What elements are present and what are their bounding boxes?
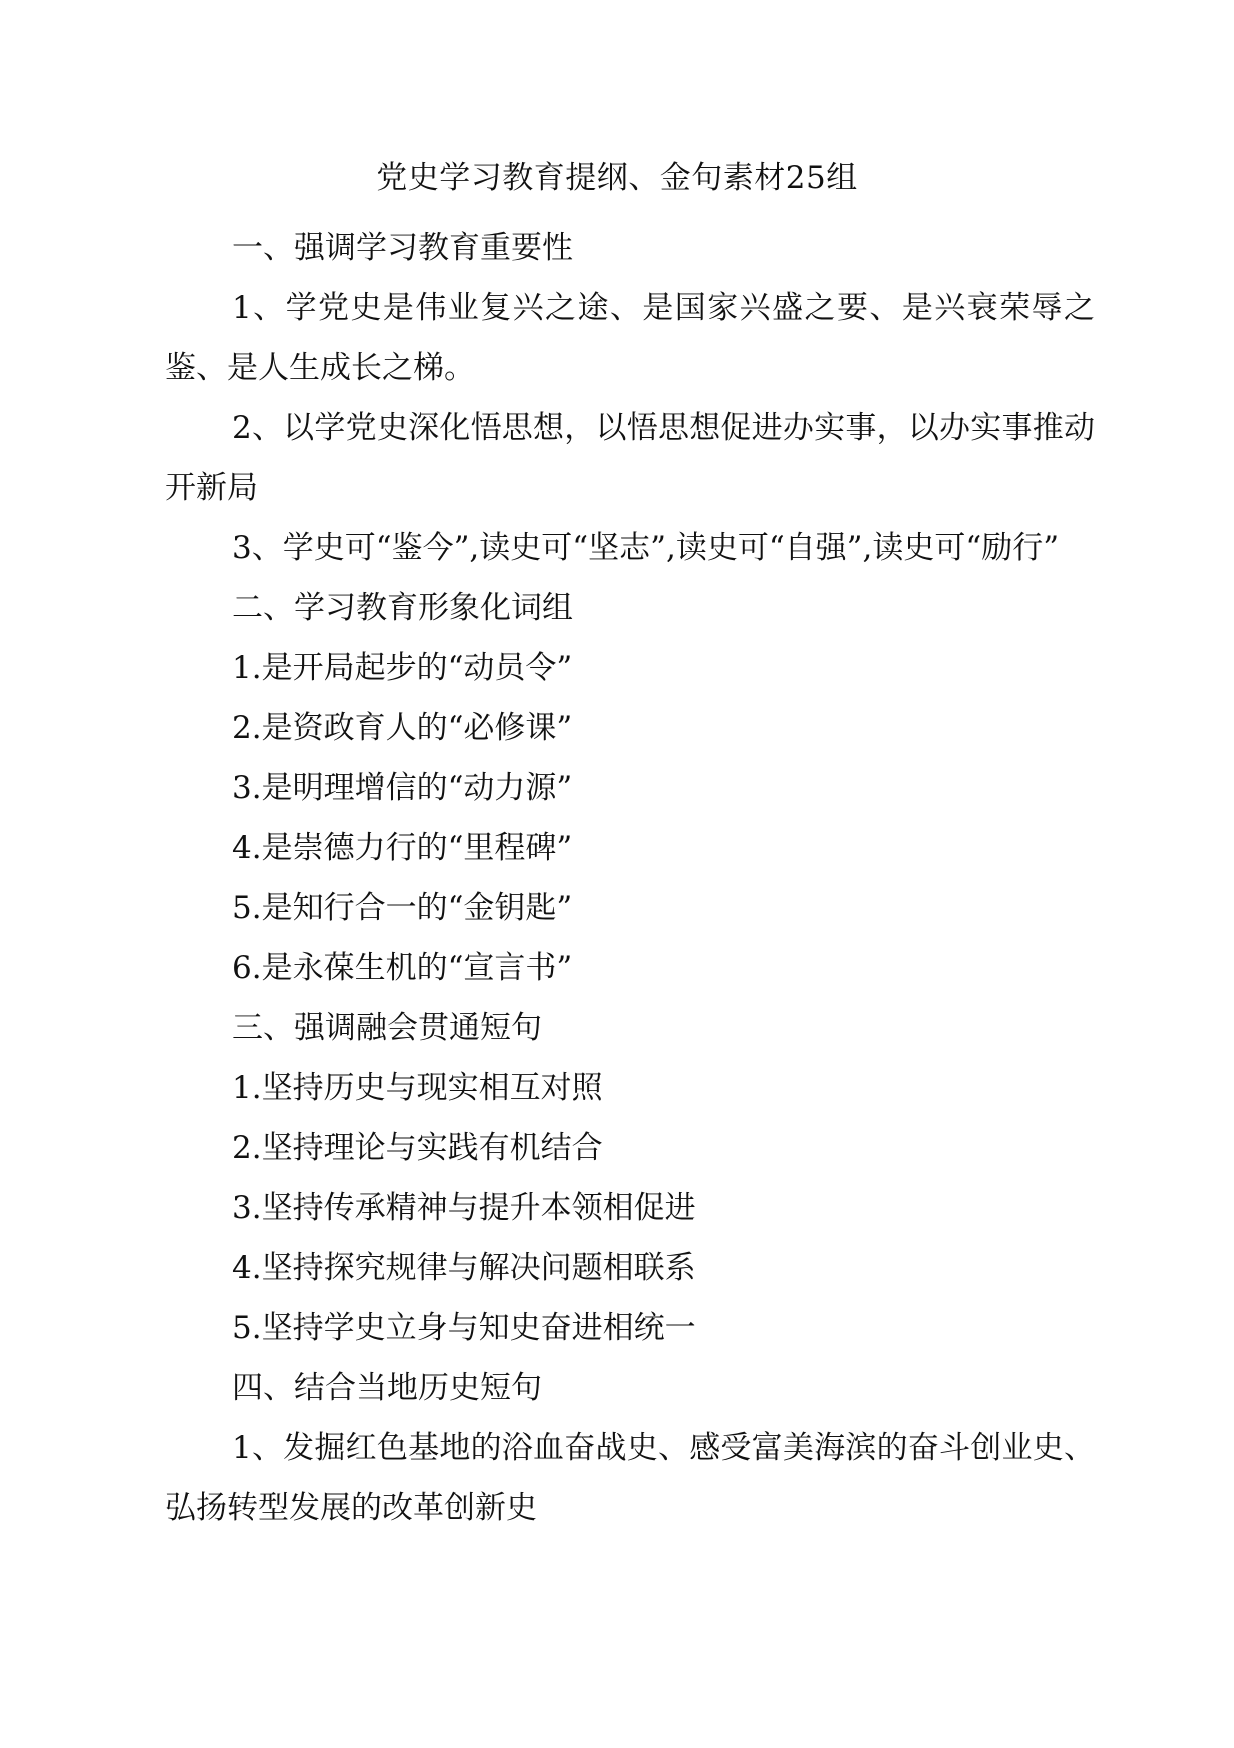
list-item: 1.是开局起步的“动员令” (232, 650, 573, 686)
list-item: 4.坚持探究规律与解决问题相联系 (232, 1250, 696, 1286)
list-item: 6.是永葆生机的“宣言书” (232, 950, 573, 986)
paragraph: 1、学党史是伟业复兴之途、是国家兴盛之要、是兴衰荣辱之鉴、是人生成长之梯。 (165, 290, 1095, 386)
section-heading-3: 三、强调融会贯通短句 (232, 1010, 542, 1046)
section-heading-2: 二、学习教育形象化词组 (232, 590, 573, 626)
paragraph: 1、发掘红色基地的浴血奋战史、感受富美海滨的奋斗创业史、弘扬转型发展的改革创新史 (165, 1430, 1095, 1526)
list-item: 3.是明理增信的“动力源” (232, 770, 573, 806)
list-item: 5.是知行合一的“金钥匙” (232, 890, 573, 926)
list-item: 3.坚持传承精神与提升本领相促进 (232, 1190, 696, 1226)
list-item: 5.坚持学史立身与知史奋进相统一 (232, 1310, 696, 1346)
list-item: 4.是崇德力行的“里程碑” (232, 830, 573, 866)
section-heading-4: 四、结合当地历史短句 (232, 1370, 542, 1406)
paragraph: 3、学史可“鉴今”,读史可“坚志”,读史可“自强”,读史可“励行” (232, 530, 1060, 566)
list-item: 2.坚持理论与实践有机结合 (232, 1130, 603, 1166)
paragraph: 2、以学党史深化悟思想，以悟思想促进办实事，以办实事推动开新局 (165, 410, 1095, 506)
page-title: 党史学习教育提纲、金句素材25组 (376, 160, 858, 196)
document-body (165, 218, 1095, 1538)
section-heading-1: 一、强调学习教育重要性 (232, 230, 573, 266)
list-item: 2.是资政育人的“必修课” (232, 710, 573, 746)
list-item: 1.坚持历史与现实相互对照 (232, 1070, 603, 1106)
